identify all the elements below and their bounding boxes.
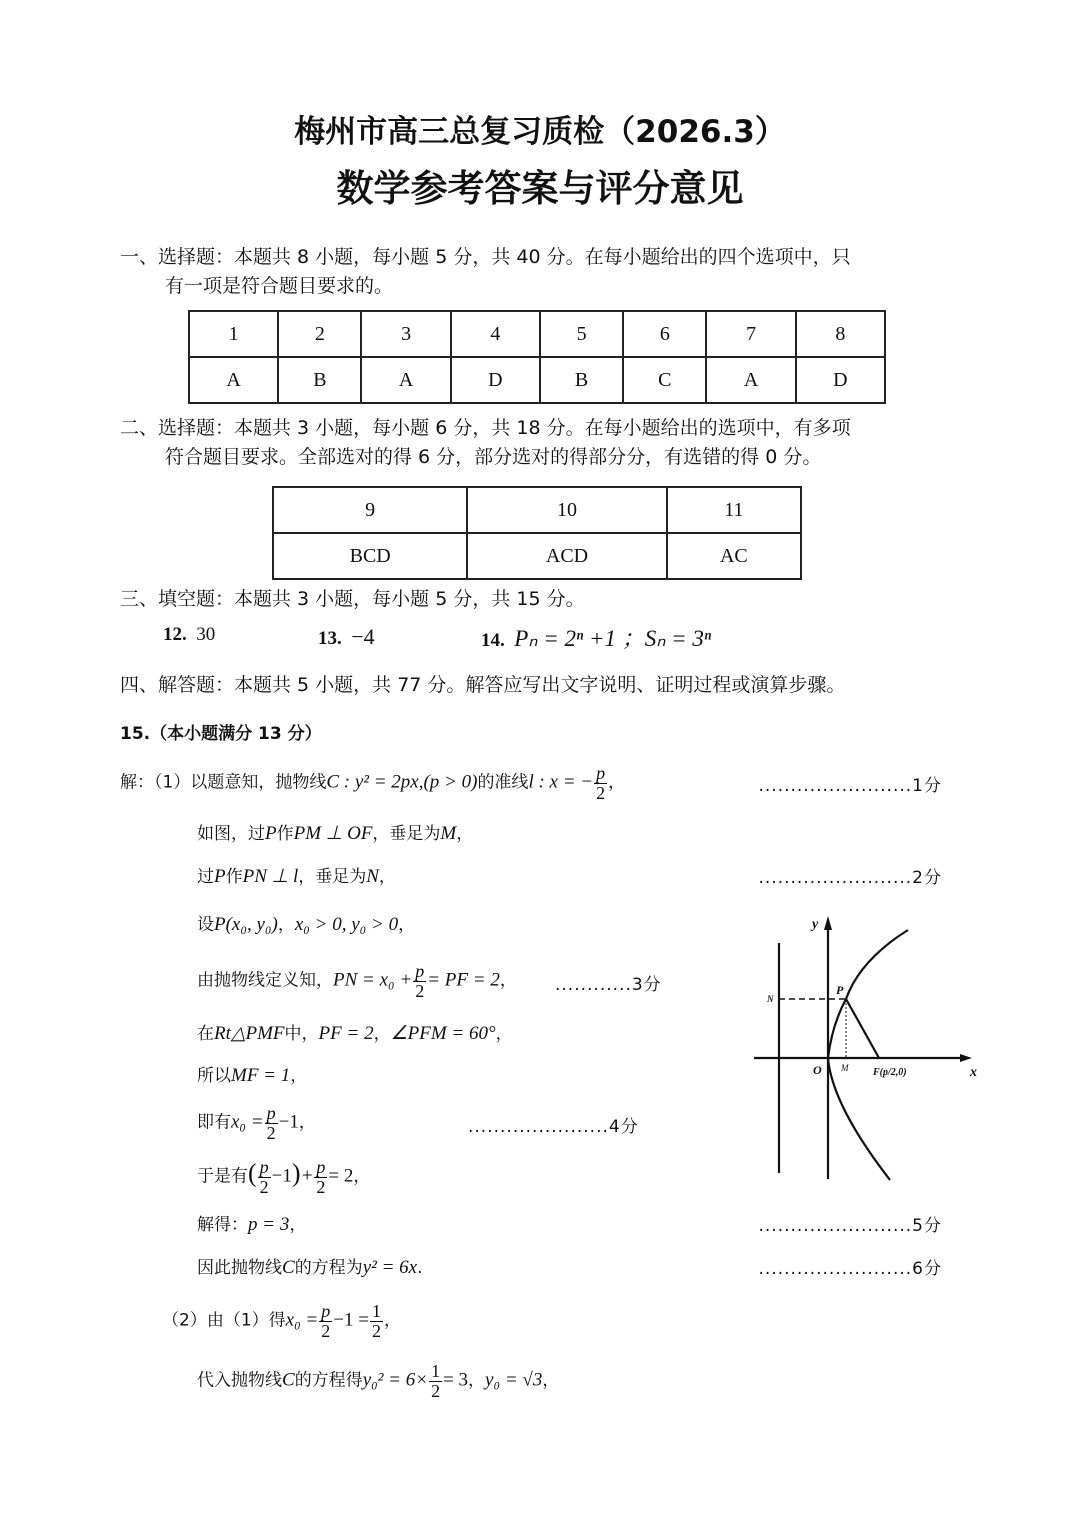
math: −1 [271, 1165, 292, 1187]
solution-line [197, 1210, 306, 1236]
math: −1 = [333, 1309, 369, 1331]
solution-line [197, 862, 396, 888]
table-cell: 1 [189, 311, 278, 357]
fill-answer-13 [318, 624, 375, 650]
question-number: 13. [318, 628, 342, 649]
math: P(x₀, y₀) [214, 914, 278, 935]
text: 作 [225, 867, 243, 887]
table-cell: 2 [278, 311, 361, 357]
text: ， [608, 772, 626, 793]
text: 作 [276, 824, 294, 844]
denominator: 2 [415, 981, 425, 1001]
text: 解得： [197, 1215, 248, 1235]
math: ) [291, 1158, 301, 1188]
text: 因此抛物线 [197, 1258, 282, 1278]
score-mark: ........................1分 [758, 776, 942, 796]
math: = PF = 2 [427, 969, 500, 991]
table-cell: 6 [623, 311, 706, 357]
table-cell: D [796, 357, 885, 403]
math: = 3 [443, 1369, 469, 1391]
table-cell: 3 [361, 311, 450, 357]
math: x₀ = [285, 1309, 319, 1331]
text: ， [353, 1166, 371, 1187]
numerator: p [316, 1157, 326, 1177]
denominator: 2 [431, 1381, 441, 1401]
parabola-curve [828, 930, 908, 1180]
fraction [594, 764, 607, 803]
score-mark: ......................4分 [468, 1117, 639, 1137]
math: MF = 1 [231, 1065, 291, 1086]
math: ∠PFM = 60° [390, 1023, 496, 1044]
solution-line [197, 1104, 316, 1143]
text: ， [499, 970, 517, 991]
solution-line [197, 1061, 307, 1087]
math: l : x = − [528, 771, 594, 793]
question-number: 14. [481, 630, 505, 651]
answer-value: Pₙ = 2ⁿ +1 ；Sₙ = 3ⁿ [514, 626, 712, 651]
text: ， [383, 1310, 401, 1331]
text: 在 [197, 1024, 214, 1044]
solution-line [197, 1019, 513, 1045]
section4-heading: 四、解答题：本题共 5 小题，共 77 分。解答应写出文字说明、证明过程或演算步骤。 [120, 674, 846, 696]
math: C [282, 1369, 295, 1391]
table-cell: ACD [467, 533, 666, 579]
table-cell: A [361, 357, 450, 403]
table-cell: 11 [667, 487, 801, 533]
table-cell: 8 [796, 311, 885, 357]
text: 即有 [197, 1112, 231, 1133]
numerator: p [266, 1103, 276, 1123]
math: N [366, 866, 379, 887]
solution-line [197, 1362, 559, 1401]
denominator: 2 [596, 783, 606, 803]
fraction [314, 1158, 327, 1197]
denominator: 2 [266, 1123, 276, 1143]
text: 于是有 [197, 1166, 248, 1187]
score-mark: ............3分 [555, 975, 662, 995]
solution-line [197, 910, 415, 936]
math: = 2 [328, 1165, 354, 1187]
section2-answer-table [272, 486, 802, 580]
math: + [300, 1165, 314, 1187]
math: x₀ = [231, 1111, 264, 1133]
section1-heading: 一、选择题：本题共 8 小题，每小题 5 分，共 40 分。在每小题给出的四个选项中，只 [120, 246, 851, 268]
parabola-figure [740, 900, 990, 1190]
label-n: N [767, 994, 774, 1004]
answer-value: 30 [196, 624, 216, 645]
text: ， [456, 824, 474, 844]
solution-line [197, 962, 517, 1001]
fraction [258, 1158, 271, 1197]
section1-heading-cont: 有一项是符合题目要求的。 [165, 275, 394, 297]
fraction [413, 962, 426, 1001]
text: ， [373, 1024, 391, 1044]
answer-value: −4 [351, 624, 375, 649]
y-arrow-icon [824, 916, 832, 930]
table-cell: C [623, 357, 706, 403]
table-row [189, 311, 885, 357]
text: 的方程得 [294, 1370, 363, 1391]
denominator: 2 [316, 1177, 326, 1197]
table-cell: BCD [273, 533, 467, 579]
math: P [265, 823, 277, 844]
table-row [273, 533, 801, 579]
table-cell: 9 [273, 487, 467, 533]
numerator: p [415, 961, 425, 981]
table-cell: A [189, 357, 278, 403]
section3-heading: 三、填空题：本题共 3 小题，每小题 5 分，共 15 分。 [120, 588, 585, 610]
math: PF = 2 [318, 1023, 374, 1044]
math: M [440, 823, 457, 844]
text: ， [398, 915, 416, 935]
text: 中， [284, 1024, 319, 1044]
math: C : y² = 2px,(p > 0) [326, 771, 478, 793]
numerator: p [259, 1157, 269, 1177]
text: 的方程为 [294, 1258, 363, 1278]
text: ， [542, 1370, 560, 1391]
table-cell: 4 [451, 311, 540, 357]
math: y₀ = √3 [485, 1369, 543, 1391]
table-cell: B [278, 357, 361, 403]
fraction [265, 1104, 278, 1143]
score-mark: ........................5分 [758, 1216, 942, 1236]
solution-line [162, 1302, 401, 1341]
text: ，垂足为 [298, 867, 367, 887]
table-cell: 5 [540, 311, 623, 357]
text: 代入抛物线 [197, 1370, 282, 1391]
table-row [273, 487, 801, 533]
solution-line [197, 1253, 422, 1279]
math: PN = x₀ + [333, 969, 413, 991]
section1-answer-table [188, 310, 886, 404]
numerator: 1 [431, 1361, 441, 1381]
text: （2）由（1）得 [162, 1310, 286, 1331]
text: ， [289, 1215, 307, 1235]
text: ， [378, 867, 396, 887]
score-mark: ........................2分 [758, 868, 942, 888]
text: ， [298, 1112, 316, 1133]
text: 由抛物线定义知， [197, 970, 333, 991]
question-15-header: 15.（本小题满分 13 分） [120, 724, 322, 744]
text: 如图，过 [197, 824, 265, 844]
text: 过 [197, 867, 214, 887]
document-title: 梅州市高三总复习质检（2026.3） [294, 114, 786, 150]
text: ，垂足为 [372, 824, 441, 844]
section2-heading: 二、选择题：本题共 3 小题，每小题 6 分，共 18 分。在每小题给出的选项中，有多项 [120, 417, 851, 439]
table-cell: A [706, 357, 795, 403]
table-cell: B [540, 357, 623, 403]
document-subtitle: 数学参考答案与评分意见 [336, 167, 744, 210]
math: PN ⊥ l [242, 866, 299, 887]
solution-line [197, 819, 473, 845]
label-m: M [841, 1063, 849, 1073]
numerator: p [321, 1301, 331, 1321]
numerator: 1 [371, 1301, 381, 1321]
fill-answer-12 [163, 624, 215, 646]
table-cell: 10 [467, 487, 666, 533]
segment-pf [846, 999, 879, 1058]
table-cell: 7 [706, 311, 795, 357]
math: −1 [278, 1111, 299, 1133]
score-mark: ........................6分 [758, 1259, 942, 1279]
text: 设 [197, 915, 214, 935]
math: Rt△PMF [214, 1023, 285, 1044]
label-o: O [813, 1063, 822, 1077]
math: ( [248, 1158, 257, 1188]
fill-answer-14 [481, 620, 711, 653]
math: y² = 6x [362, 1257, 418, 1278]
table-cell: D [451, 357, 540, 403]
label-y: y [812, 917, 819, 932]
math: C [282, 1257, 295, 1278]
text: . [417, 1258, 423, 1278]
text: ， [277, 915, 295, 935]
denominator: 2 [259, 1177, 269, 1197]
solution-line [197, 1158, 370, 1197]
text: ， [468, 1370, 486, 1391]
math: PM ⊥ OF [293, 823, 373, 844]
solution-line [120, 764, 625, 803]
math: P [214, 866, 226, 887]
text: 所以 [197, 1066, 231, 1086]
fraction [370, 1302, 383, 1341]
table-cell: AC [667, 533, 801, 579]
text: ， [290, 1066, 308, 1086]
numerator: p [596, 763, 606, 783]
text: 解：（1）以题意知，抛物线 [120, 772, 327, 793]
text: 的准线 [477, 772, 529, 793]
label-f: F(p/2,0) [873, 1067, 907, 1078]
question-number: 12. [163, 624, 187, 645]
text: ， [495, 1024, 513, 1044]
denominator: 2 [371, 1321, 381, 1341]
fraction [319, 1302, 332, 1341]
x-arrow-icon [960, 1054, 972, 1062]
section2-heading-cont: 符合题目要求。全部选对的得 6 分，部分选对的得部分分，有选错的得 0 分。 [165, 446, 822, 468]
math: y₀² = 6× [362, 1369, 429, 1391]
math: x₀ > 0, y₀ > 0 [294, 914, 399, 935]
table-row [189, 357, 885, 403]
label-p: P [836, 983, 844, 997]
denominator: 2 [321, 1321, 331, 1341]
fraction [429, 1362, 442, 1401]
math: p = 3 [248, 1214, 290, 1235]
label-x: x [970, 1065, 977, 1080]
